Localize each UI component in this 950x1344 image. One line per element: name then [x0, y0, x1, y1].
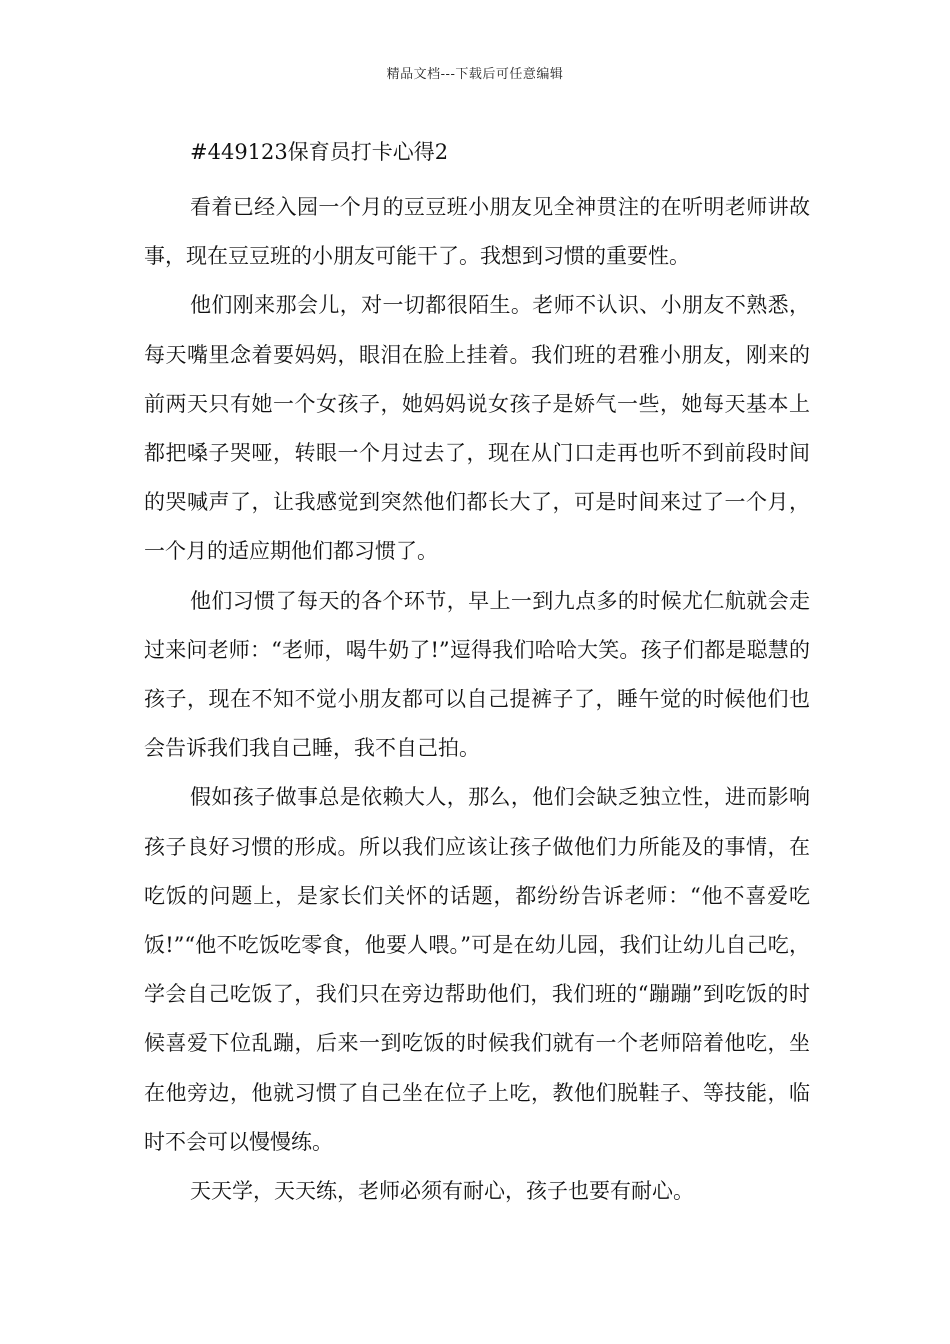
page-header: 精品文档---下载后可任意编辑 — [386, 67, 564, 82]
paragraph-3: 他们习惯了每天的各个环节，早上一到九点多的时候尤仁航就会走过来问老师：“老师，喝牛奶了!”逗得我们哈哈大笑。孩子们都是聪慧的孩子，现在不知不觉小朋友都可以自己提裤子了，睡午觉的时候他们也会告诉我们我自己睡，我不自己拍。 — [144, 588, 810, 761]
document-title: #449123保育员打卡心得2 — [190, 140, 449, 164]
paragraph-1: 看着已经入园一个月的豆豆班小朋友见全神贯注的在听明老师讲故事，现在豆豆班的小朋友可能干了。我想到习惯的重要性。 — [144, 195, 810, 269]
paragraph-5: 天天学，天天练，老师必须有耐心，孩子也要有耐心。 — [190, 1179, 694, 1204]
paragraph-2: 他们刚来那会儿，对一切都很陌生。老师不认识、小朋友不熟悉，每天嘴里念着要妈妈，眼泪在脸上挂着。我们班的君雅小朋友，刚来的前两天只有她一个女孩子，她妈妈说女孩子是娇气一些，她每天基本上都把嗓子哭哑，转眼一个月过去了，现在从门口走再也听不到前段时间的哭喊声了，让我感觉到突然他们都长大了，可是时间来过了一个月，一个月的适应期他们都习惯了。 — [144, 293, 810, 564]
paragraph-4: 假如孩子做事总是依赖大人，那么，他们会缺乏独立性，进而影响孩子良好习惯的形成。所以我们应该让孩子做他们力所能及的事情，在吃饭的问题上，是家长们关怀的话题，都纷纷告诉老师：“他不喜爱吃饭!”“他不吃饭吃零食，他要人喂。”可是在幼儿园，我们让幼儿自己吃，学会自己吃饭了，我们只在旁边帮助他们，我们班的“蹦蹦”到吃饭的时候喜爱下位乱蹦，后来一到吃饭的时候我们就有一个老师陪着他吃，坐在他旁边，他就习惯了自己坐在位子上吃，教他们脱鞋子、等技能，临时不会可以慢慢练。 — [144, 785, 810, 1154]
document-body — [144, 134, 810, 1216]
